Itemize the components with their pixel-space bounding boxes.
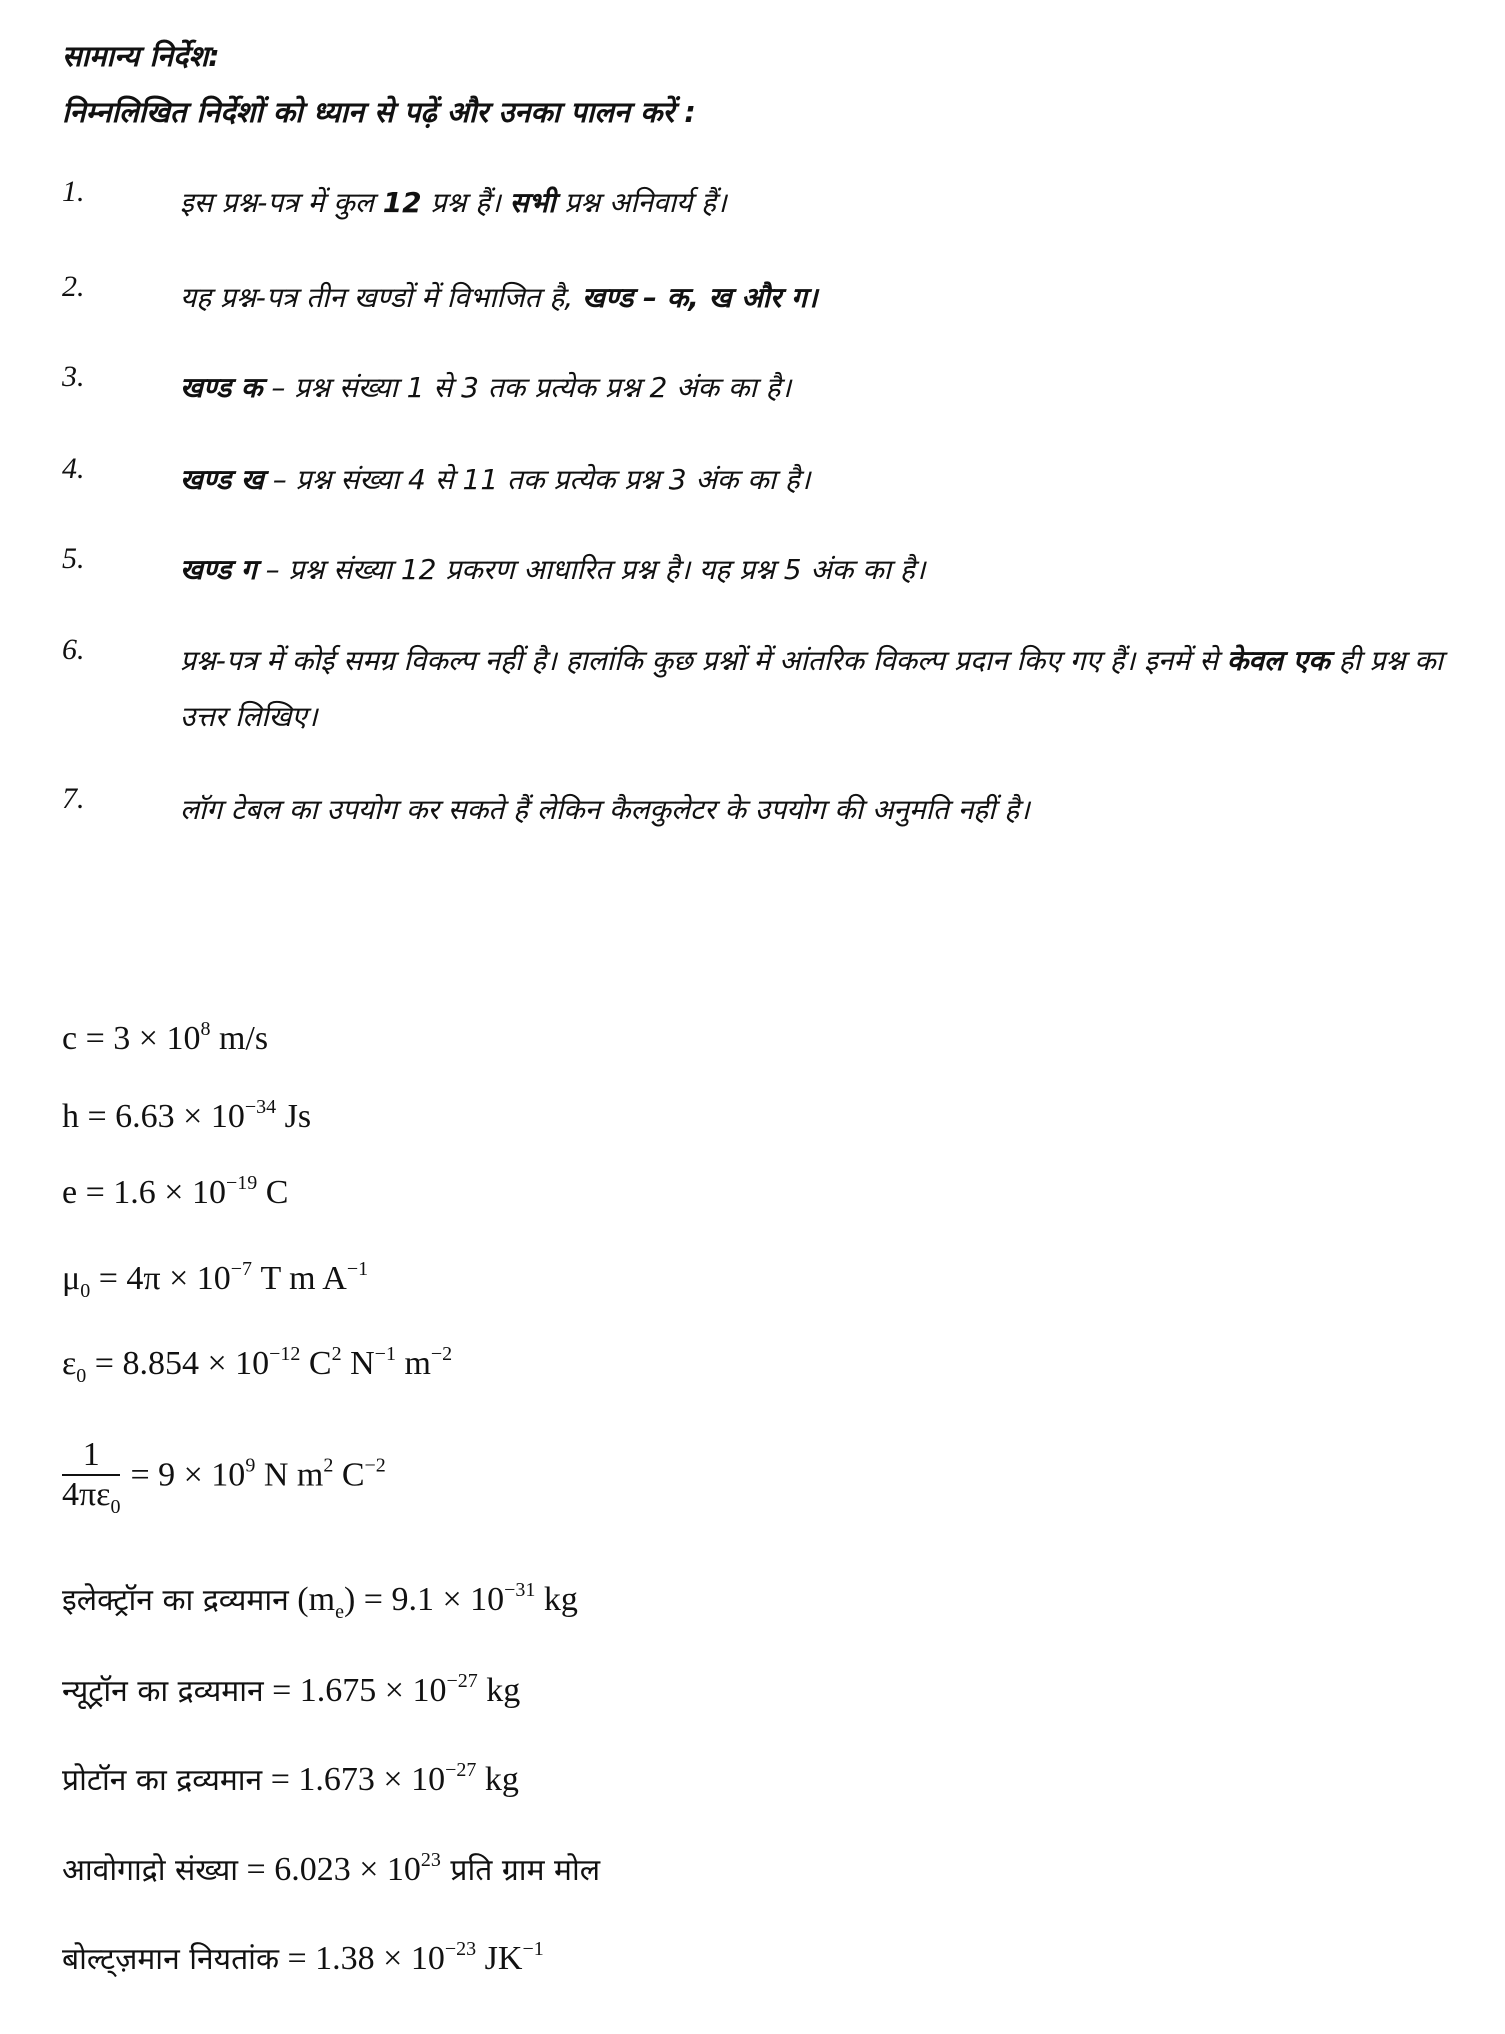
unit-exponent: 2 bbox=[323, 1454, 334, 1477]
unit-exponent: −1 bbox=[374, 1343, 396, 1365]
symbol: μ bbox=[62, 1260, 81, 1297]
rhs: = 8.854 × 10 bbox=[86, 1345, 270, 1382]
rhs: = 1.675 × 10 bbox=[263, 1672, 447, 1709]
text-segment: खण्ड ग bbox=[180, 553, 257, 586]
constant-neutron-mass bbox=[62, 1669, 520, 1710]
heading-title: सामान्य निर्देश: bbox=[62, 39, 220, 73]
text-segment: प्रश्न अनिवार्य हैं। bbox=[555, 186, 727, 219]
text-segment: – प्रश्न संख्या 12 प्रकरण आधारित प्रश्न है। यह प्रश्न 5 अंक का है। bbox=[256, 553, 926, 586]
instruction-number: 2. bbox=[62, 270, 85, 303]
unit: kg bbox=[477, 1672, 521, 1709]
label: न्यूट्रॉन का द्रव्यमान bbox=[62, 1674, 264, 1709]
constant-boltzmann bbox=[62, 1937, 544, 1978]
unit-exponent: −2 bbox=[364, 1454, 386, 1477]
instruction-text bbox=[180, 633, 1482, 745]
unit: kg bbox=[476, 1761, 519, 1798]
unit-exponent: −1 bbox=[522, 1938, 544, 1960]
instruction-number: 6. bbox=[62, 633, 85, 666]
unit-exponent: −1 bbox=[346, 1258, 369, 1280]
text-segment: – प्रश्न संख्या 4 से 11 तक प्रत्येक प्रश्न 3 अंक का है। bbox=[263, 463, 811, 496]
heading-subtitle: निम्नलिखित निर्देशों को ध्यान से पढ़ें और उनका पालन करें : bbox=[62, 95, 696, 129]
lhs: e = 1.6 × 10 bbox=[62, 1174, 226, 1211]
text-segment: लॉग टेबल का उपयोग कर सकते हैं लेकिन कैलकुलेटर के उपयोग की अनुमति नहीं है। bbox=[180, 793, 1030, 826]
constant-electron-charge bbox=[62, 1172, 288, 1212]
text-segment: सभी bbox=[509, 186, 556, 219]
unit: प्रति ग्राम मोल bbox=[440, 1853, 601, 1888]
constant-electron-mass bbox=[62, 1578, 578, 1624]
text-segment: खण्ड क bbox=[180, 371, 263, 404]
exponent: −12 bbox=[269, 1343, 301, 1365]
instruction-text bbox=[180, 542, 1482, 598]
unit: N m bbox=[255, 1456, 324, 1494]
subscript: 0 bbox=[110, 1496, 121, 1518]
constant-epsilon0 bbox=[62, 1343, 452, 1388]
exponent: 9 bbox=[245, 1454, 256, 1477]
instruction-item bbox=[62, 175, 1482, 231]
text-segment: खण्ड ख bbox=[180, 463, 264, 496]
unit-exponent: −2 bbox=[430, 1343, 453, 1365]
unit: kg bbox=[535, 1581, 578, 1618]
unit: m/s bbox=[210, 1020, 269, 1057]
subscript: 0 bbox=[80, 1280, 91, 1302]
constant-avogadro bbox=[62, 1848, 600, 1889]
instruction-item bbox=[62, 360, 1482, 416]
unit: Js bbox=[276, 1098, 312, 1135]
instruction-item bbox=[62, 270, 1482, 326]
instruction-text bbox=[180, 175, 1482, 231]
rhs: = 6.023 × 10 bbox=[238, 1851, 421, 1888]
denominator bbox=[62, 1476, 120, 1519]
unit-exponent: 2 bbox=[331, 1343, 342, 1365]
exponent: −23 bbox=[444, 1938, 477, 1960]
unit: C bbox=[333, 1456, 365, 1494]
instruction-text bbox=[180, 782, 1482, 838]
text-segment: प्रश्न-पत्र में कोई समग्र विकल्प नहीं है। हालांकि कुछ प्रश्नों में आंतरिक विकल्प प्रदान किए गए हैं। इनमें से bbox=[180, 644, 1227, 677]
rhs: = 1.673 × 10 bbox=[262, 1761, 446, 1798]
text-segment: प्रश्न हैं। bbox=[421, 186, 510, 219]
exponent: −7 bbox=[230, 1258, 253, 1280]
instruction-text bbox=[180, 270, 1482, 326]
rhs: = 1.38 × 10 bbox=[279, 1940, 445, 1977]
rhs: ) = 9.1 × 10 bbox=[343, 1581, 505, 1618]
constant-planck bbox=[62, 1096, 311, 1136]
instruction-item bbox=[62, 633, 1482, 745]
instruction-number: 1. bbox=[62, 175, 85, 208]
exponent: −34 bbox=[244, 1096, 277, 1118]
instruction-text bbox=[180, 452, 1482, 508]
text-segment: ही प्रश्न का उत्तर लिखिए। bbox=[180, 644, 1444, 733]
label: आवोगाद्रो संख्या bbox=[62, 1853, 239, 1888]
exponent: −27 bbox=[446, 1670, 478, 1692]
text-segment: यह प्रश्न-पत्र तीन खण्डों में विभाजित है, bbox=[180, 281, 583, 314]
lhs: c = 3 × 10 bbox=[62, 1020, 201, 1057]
instruction-item bbox=[62, 782, 1482, 838]
exponent: −19 bbox=[225, 1172, 258, 1194]
lhs: h = 6.63 × 10 bbox=[62, 1098, 245, 1135]
constant-coulomb bbox=[62, 1436, 386, 1519]
subscript: 0 bbox=[76, 1365, 87, 1387]
instruction-number: 4. bbox=[62, 452, 85, 485]
constant-speed-of-light bbox=[62, 1018, 268, 1058]
unit: JK bbox=[476, 1940, 523, 1977]
constant-proton-mass bbox=[62, 1758, 519, 1799]
rhs: = 4π × 10 bbox=[90, 1260, 231, 1297]
unit: N bbox=[341, 1345, 375, 1382]
fraction bbox=[62, 1436, 120, 1519]
unit: m bbox=[395, 1345, 431, 1382]
denominator-text: 4πε bbox=[62, 1476, 111, 1513]
exponent: 8 bbox=[200, 1018, 211, 1040]
rhs: = 9 × 10 bbox=[130, 1456, 246, 1494]
exponent: −27 bbox=[445, 1759, 477, 1781]
symbol: (m bbox=[288, 1581, 336, 1618]
unit: C bbox=[300, 1345, 332, 1382]
label: इलेक्ट्रॉन का द्रव्यमान bbox=[62, 1583, 289, 1618]
instruction-item bbox=[62, 542, 1482, 598]
text-segment: केवल एक bbox=[1226, 644, 1330, 677]
label: बोल्ट्ज़मान नियतांक bbox=[62, 1942, 279, 1977]
instruction-number: 3. bbox=[62, 360, 85, 393]
text-segment: 12 bbox=[382, 186, 422, 219]
numerator: 1 bbox=[62, 1436, 120, 1476]
constant-mu0 bbox=[62, 1258, 368, 1303]
label: प्रोटॉन का द्रव्यमान bbox=[62, 1763, 263, 1798]
symbol: ε bbox=[62, 1345, 77, 1382]
instruction-item bbox=[62, 452, 1482, 508]
unit: T m A bbox=[252, 1260, 347, 1297]
instruction-number: 5. bbox=[62, 542, 85, 575]
unit: C bbox=[257, 1174, 289, 1211]
instruction-number: 7. bbox=[62, 782, 85, 815]
text-segment: – प्रश्न संख्या 1 से 3 तक प्रत्येक प्रश्न 2 अंक का है। bbox=[262, 371, 792, 404]
instruction-text bbox=[180, 360, 1482, 416]
text-segment: इस प्रश्न-पत्र में कुल bbox=[180, 186, 383, 219]
exponent: 23 bbox=[420, 1849, 441, 1871]
text-segment: खण्ड – क, ख और ग। bbox=[582, 281, 818, 314]
subscript: e bbox=[335, 1601, 344, 1623]
exponent: −31 bbox=[504, 1579, 536, 1601]
